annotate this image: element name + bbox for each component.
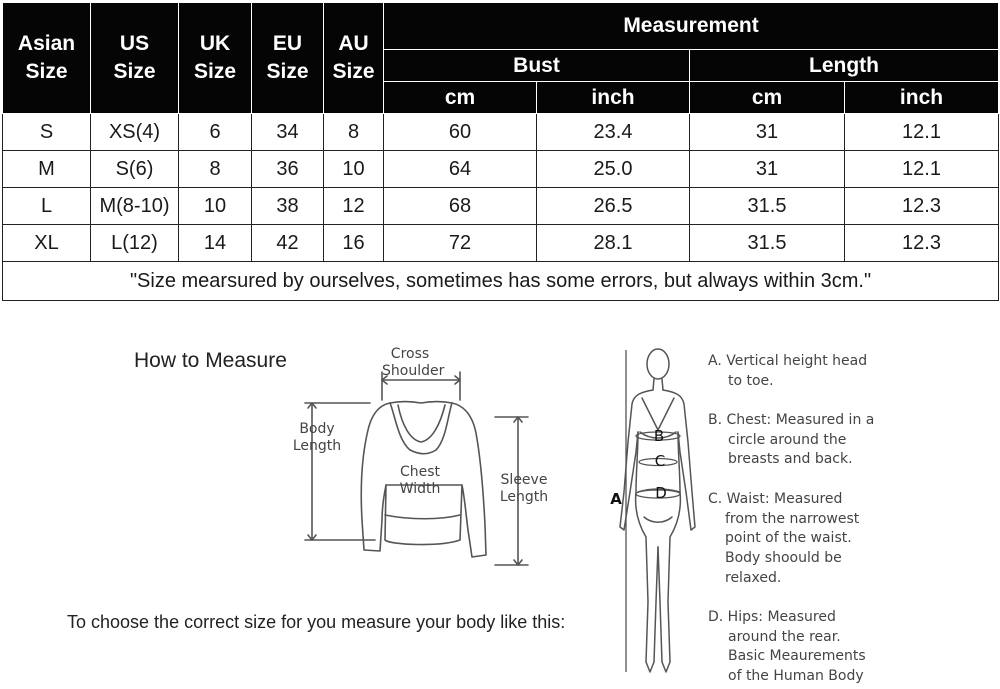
header-bust: Bust	[384, 50, 690, 82]
header-au-size: AU Size	[324, 3, 384, 114]
cell: 31	[690, 151, 845, 188]
note-d: D. Hips: Measured around the rear. Basic Meaurements of the Human Body	[708, 609, 866, 685]
cell: M(8-10)	[91, 188, 179, 225]
note-c: C. Waist: Measured from the narrowest point of the waist. Body shoould be relaxed.	[708, 491, 860, 586]
header-asian-size: Asian Size	[3, 3, 91, 114]
cell: 60	[384, 114, 537, 151]
cell: 12.1	[845, 114, 999, 151]
cell: S(6)	[91, 151, 179, 188]
header-eu-size: EU Size	[252, 3, 324, 114]
cell: 42	[252, 225, 324, 262]
cell: 26.5	[537, 188, 690, 225]
marker-c: C	[654, 452, 666, 470]
cell: 8	[179, 151, 252, 188]
cell: 12	[324, 188, 384, 225]
cell: S	[3, 114, 91, 151]
header-length-cm: cm	[690, 82, 845, 114]
cell: M	[3, 151, 91, 188]
note-b: B. Chest: Measured in a circle around the breasts and back.	[708, 412, 875, 468]
header-bust-inch: inch	[537, 82, 690, 114]
header-uk-size: UK Size	[179, 3, 252, 114]
choose-size-text: To choose the correct size for you measure your body like this:	[67, 612, 566, 632]
cross-shoulder-label: Cross Shoulder	[382, 346, 445, 379]
how-to-measure-title: How to Measure	[134, 349, 287, 372]
cell: 31.5	[690, 225, 845, 262]
cell: 31	[690, 114, 845, 151]
cell: 10	[179, 188, 252, 225]
sleeve-length-label: Sleeve Length	[499, 472, 549, 505]
cell: 38	[252, 188, 324, 225]
header-bust-cm: cm	[384, 82, 537, 114]
header-length: Length	[690, 50, 999, 82]
marker-b: B	[653, 427, 665, 445]
cell: XS(4)	[91, 114, 179, 151]
size-note: "Size mearsured by ourselves, sometimes has some errors, but always within 3cm."	[3, 262, 999, 301]
header-measurement: Measurement	[384, 3, 999, 50]
table-note-row	[3, 262, 999, 301]
body-length-label: Body Length	[292, 421, 342, 454]
cell: XL	[3, 225, 91, 262]
cell: 12.1	[845, 151, 999, 188]
cell: L	[3, 188, 91, 225]
marker-a: A	[610, 490, 622, 508]
cell: 25.0	[537, 151, 690, 188]
table-row	[3, 114, 999, 151]
cell: 34	[252, 114, 324, 151]
cell: 10	[324, 151, 384, 188]
table-row	[3, 151, 999, 188]
body-figure-diagram	[600, 342, 705, 687]
cell: 12.3	[845, 225, 999, 262]
cell: 8	[324, 114, 384, 151]
cell: 72	[384, 225, 537, 262]
header-us-size: US Size	[91, 3, 179, 114]
cell: 23.4	[537, 114, 690, 151]
cell: 12.3	[845, 188, 999, 225]
cell: 14	[179, 225, 252, 262]
cell: 28.1	[537, 225, 690, 262]
size-chart-table	[2, 2, 999, 301]
cell: 36	[252, 151, 324, 188]
cell: 68	[384, 188, 537, 225]
note-a: A. Vertical height head to toe.	[708, 353, 868, 389]
cell: 6	[179, 114, 252, 151]
chest-width-label: Chest Width	[399, 464, 441, 497]
marker-d: D	[655, 484, 667, 502]
cell: 16	[324, 225, 384, 262]
table-row	[3, 188, 999, 225]
cell: 64	[384, 151, 537, 188]
cell: L(12)	[91, 225, 179, 262]
body-measurement-notes	[708, 352, 893, 687]
cell: 31.5	[690, 188, 845, 225]
table-row	[3, 225, 999, 262]
header-length-inch: inch	[845, 82, 999, 114]
